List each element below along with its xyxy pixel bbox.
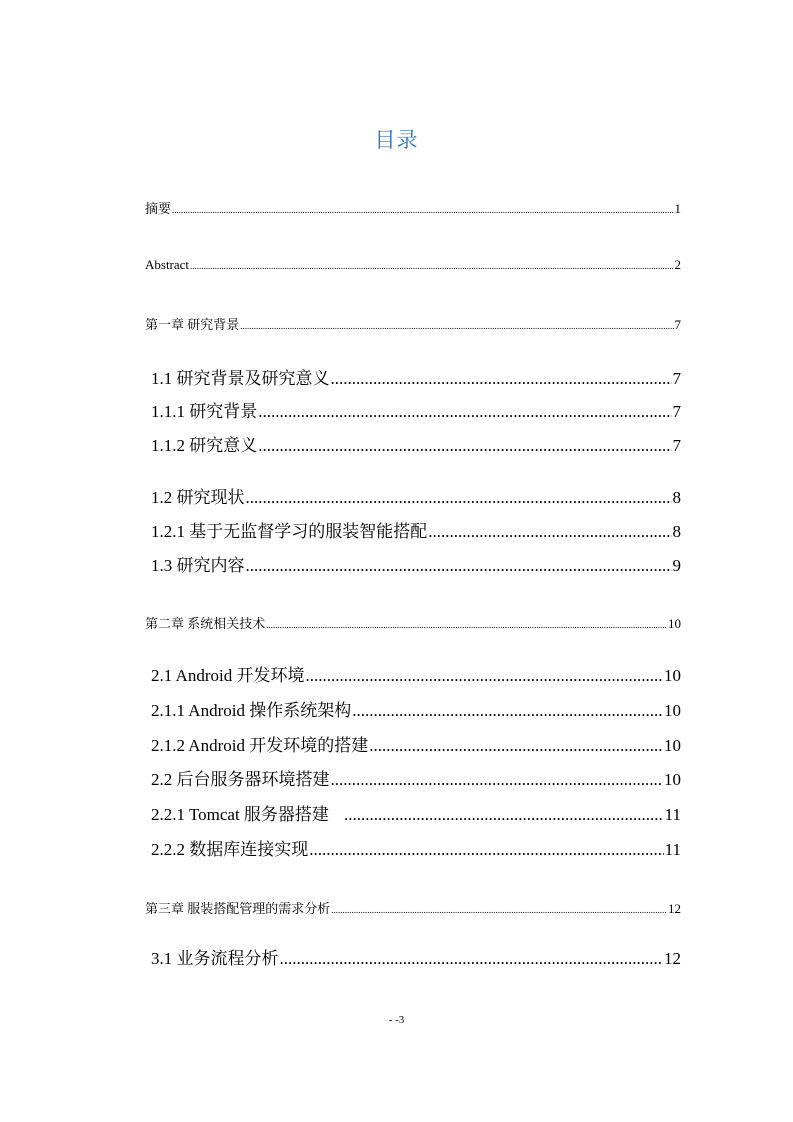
toc-leader: [246, 488, 672, 508]
toc-entry-2-2-2[interactable]: [151, 835, 681, 860]
toc-entry-label: 1.2 研究现状: [151, 488, 245, 507]
toc-entry-label: 2.2.2 数据库连接实现: [151, 840, 309, 859]
toc-entry-page: 10: [668, 616, 681, 631]
toc-leader: [246, 556, 672, 576]
toc-leader: [331, 369, 672, 389]
toc-entry-page: 2: [674, 257, 681, 272]
toc-entry-page: 12: [668, 901, 681, 916]
toc-leader: [331, 905, 667, 915]
toc-entry-page: 10: [664, 770, 681, 789]
toc-entry-page: 8: [672, 522, 681, 541]
toc-entry-label: 1.1.2 研究意义: [151, 436, 258, 455]
toc-leader: [266, 620, 667, 630]
toc-entry-page: 10: [664, 666, 681, 685]
toc-entry-2-2[interactable]: [151, 765, 681, 790]
toc-entry-label: 第一章 研究背景: [145, 317, 240, 332]
toc-entry-page: 8: [672, 488, 681, 507]
toc-entry-label: 2.1.2 Android 开发环境的搭建: [151, 736, 369, 755]
toc-entry-page: 10: [664, 701, 681, 720]
toc-entry-2-1-1[interactable]: [151, 696, 681, 721]
toc-entry-page: 10: [664, 736, 681, 755]
toc-title: 目录: [374, 128, 419, 152]
toc-leader: [190, 261, 673, 271]
toc-entry-page: 12: [664, 949, 681, 968]
toc-entry-label: 2.2 后台服务器环境搭建: [151, 770, 330, 789]
toc-entry-1-2-1[interactable]: [151, 517, 681, 542]
toc-entry-3-1[interactable]: [151, 944, 681, 969]
toc-leader: [331, 770, 664, 790]
toc-entry-label: 摘要: [145, 201, 172, 216]
toc-entry-page: 11: [664, 840, 681, 859]
toc-entry-page: 9: [672, 556, 681, 575]
toc-entry-abstract-cn[interactable]: [145, 198, 681, 217]
toc-leader: [352, 701, 663, 721]
toc-leader: [172, 205, 673, 215]
toc-entry-label: 第二章 系统相关技术: [145, 616, 266, 631]
toc-entry-label: Abstract: [145, 257, 190, 272]
toc-entry-page: 7: [672, 402, 681, 421]
toc-entry-1-3[interactable]: [151, 551, 681, 576]
toc-entry-label: 3.1 业务流程分析: [151, 949, 279, 968]
toc-entry-chapter-3[interactable]: [145, 898, 681, 917]
toc-entry-label: 2.2.1 Tomcat 服务器搭建: [151, 805, 329, 824]
toc-leader: [344, 805, 664, 825]
toc-entry-1-1-1[interactable]: [151, 397, 681, 422]
toc-leader: [240, 321, 673, 331]
toc-entry-label: 1.3 研究内容: [151, 556, 245, 575]
toc-leader: [258, 436, 671, 456]
toc-entry-2-2-1[interactable]: [151, 800, 681, 825]
toc-entry-chapter-1[interactable]: [145, 314, 681, 333]
toc-entry-label: 1.2.1 基于无监督学习的服装智能搭配: [151, 522, 428, 541]
toc-entry-label: 1.1.1 研究背景: [151, 402, 258, 421]
toc-entry-page: 1: [674, 201, 681, 216]
toc-entry-2-1-2[interactable]: [151, 731, 681, 756]
toc-entry-abstract-en[interactable]: [145, 257, 681, 273]
toc-leader: [309, 840, 663, 860]
toc-entry-2-1[interactable]: [151, 661, 681, 686]
toc-entry-1-1-2[interactable]: [151, 431, 681, 456]
toc-entry-chapter-2[interactable]: [145, 613, 681, 632]
toc-entry-1-1[interactable]: [151, 364, 681, 389]
toc-entry-page: 7: [674, 317, 681, 332]
toc-entry-page: 7: [672, 436, 681, 455]
toc-leader: [369, 736, 663, 756]
toc-leader: [258, 402, 671, 422]
page-number: - -3: [388, 1014, 405, 1026]
toc-entry-label: 2.1.1 Android 操作系统架构: [151, 701, 352, 720]
toc-entry-label: 第三章 服装搭配管理的需求分析: [145, 901, 331, 916]
toc-entry-label: 1.1 研究背景及研究意义: [151, 369, 330, 388]
toc-leader: [280, 949, 664, 969]
toc-leader: [305, 666, 663, 686]
toc-entry-label: 2.1 Android 开发环境: [151, 666, 305, 685]
toc-entry-page: 11: [664, 805, 681, 824]
toc-entry-1-2[interactable]: [151, 483, 681, 508]
toc-entry-page: 7: [672, 369, 681, 388]
toc-leader: [428, 522, 671, 542]
